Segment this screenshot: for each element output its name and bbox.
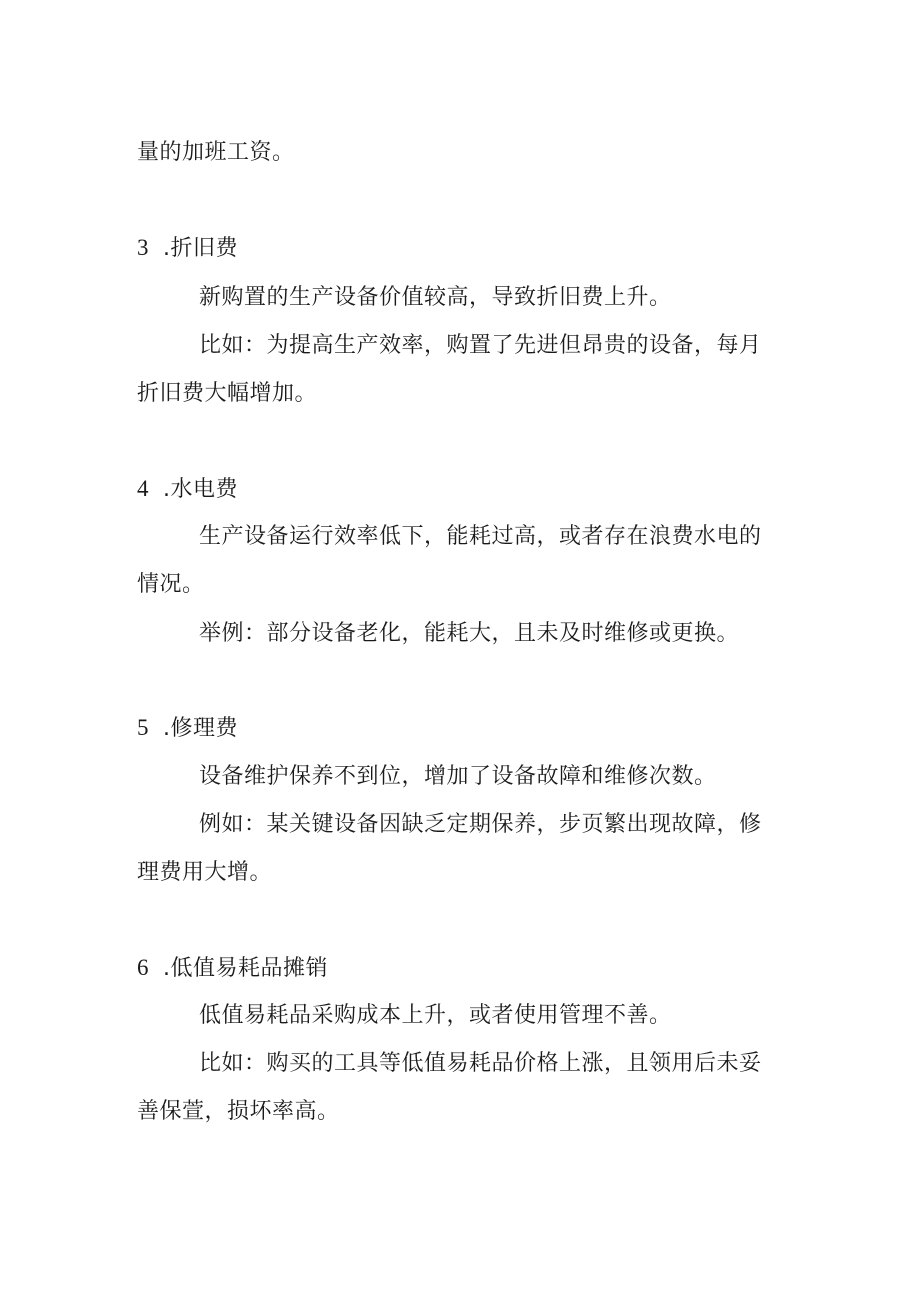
section-reason-text-continued: 情况。 <box>137 572 205 597</box>
section-heading-repair <box>137 713 238 744</box>
section-title: .修理费 <box>163 716 238 741</box>
section-title: .折旧费 <box>163 236 238 261</box>
section-reason-text: 新购置的生产设备价值较高，导致折旧费上升。 <box>199 285 672 310</box>
section-title: .水电费 <box>163 477 238 502</box>
section-number: 4 <box>137 476 149 501</box>
section-number: 6 <box>137 955 149 980</box>
section-number: 3 <box>137 235 149 260</box>
section-example-text-continued: 理费用大增。 <box>137 860 273 885</box>
section-reason-text: 生产设备运行效率低下，能耗过高，或者存在浪费水电的 <box>199 524 762 549</box>
section-example-text-continued: 折旧费大幅增加。 <box>137 381 318 406</box>
section-heading-depreciation <box>137 233 238 264</box>
section-example-text: 举例：部分设备老化，能耗大，且未及时维修或更换。 <box>199 621 740 646</box>
section-number: 5 <box>137 715 149 740</box>
section-heading-consumables <box>137 953 328 984</box>
section-example-text: 比如：购买的工具等低值易耗品价格上涨，且领用后未妥 <box>199 1051 762 1076</box>
section-example-text: 比如：为提高生产效率，购置了先进但昂贵的设备，每月 <box>199 333 762 358</box>
section-reason-text: 设备维护保养不到位，增加了设备故障和维修次数。 <box>199 764 717 789</box>
section-heading-utilities <box>137 474 238 505</box>
section-title: .低值易耗品摊销 <box>163 956 328 981</box>
intro-tail-text: 量的加班工资。 <box>137 140 295 165</box>
section-example-text: 例如：某关键设备因缺乏定期保养，步页繁出现故障，修 <box>199 812 762 837</box>
section-reason-text: 低值易耗品采购成本上升，或者使用管理不善。 <box>199 1003 672 1028</box>
section-example-text-continued: 善保萱，损坏率高。 <box>137 1099 340 1124</box>
